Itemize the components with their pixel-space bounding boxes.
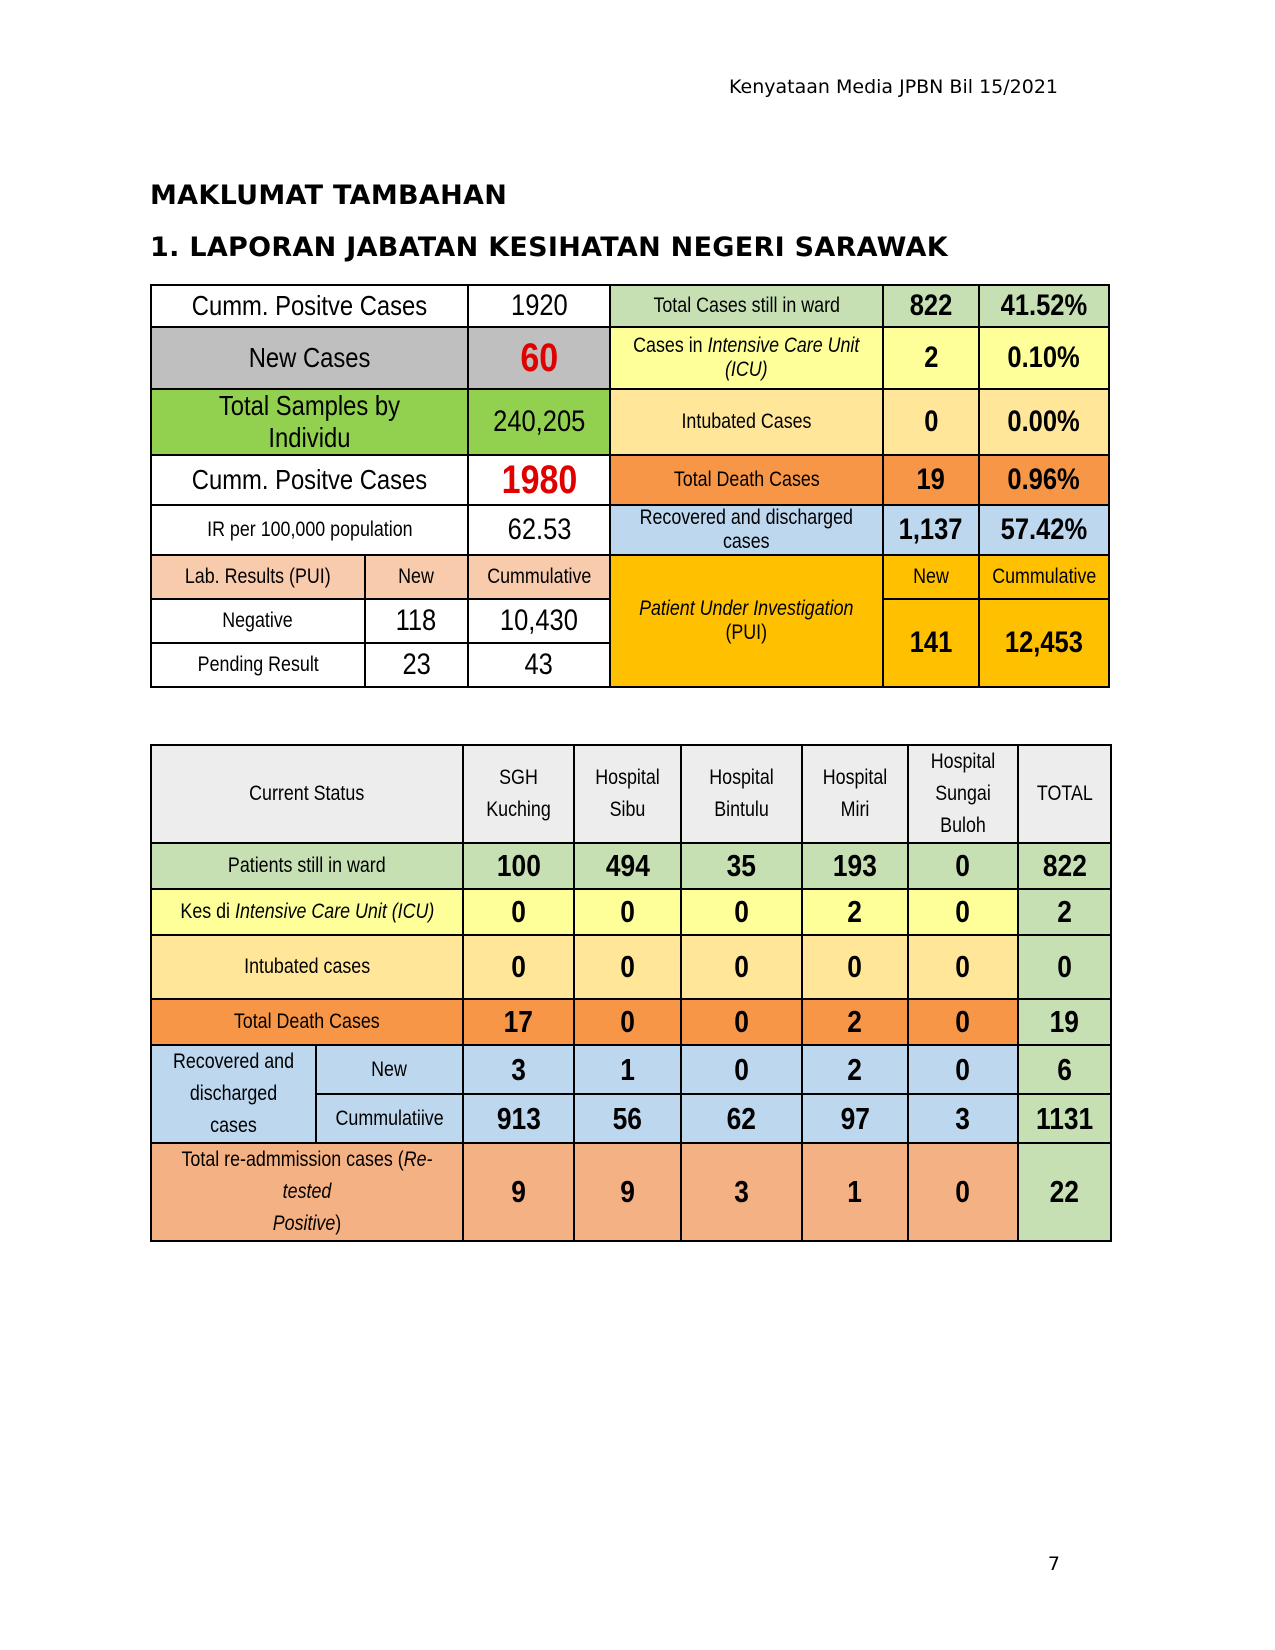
icu-label: Cases in Intensive Care Unit (ICU) xyxy=(610,327,883,389)
cell-value: 17 xyxy=(463,999,574,1045)
hospital-table xyxy=(150,744,1112,1242)
cell-value: 9 xyxy=(574,1143,681,1241)
new-cases-label: New Cases xyxy=(151,327,468,389)
header-hospital-sibu: Hospital Sibu xyxy=(574,745,681,843)
header-total: TOTAL xyxy=(1018,745,1111,843)
negative-new: 118 xyxy=(365,599,468,643)
intubated-value: 0 xyxy=(883,389,979,455)
cell-value: 0 xyxy=(908,889,1018,935)
ir-value: 62.53 xyxy=(468,505,610,555)
intubated-pct: 0.00% xyxy=(979,389,1109,455)
cell-total: 22 xyxy=(1018,1143,1111,1241)
negative-label: Negative xyxy=(151,599,365,643)
cell-value: 0 xyxy=(681,999,802,1045)
cell-value: 0 xyxy=(908,999,1018,1045)
cell-total: 822 xyxy=(1018,843,1111,889)
row-ward xyxy=(151,843,1111,889)
pending-label: Pending Result xyxy=(151,643,365,687)
cell-value: 0 xyxy=(574,935,681,999)
cell-value: 3 xyxy=(908,1094,1018,1143)
section-heading: MAKLUMAT TAMBAHAN xyxy=(150,180,508,211)
cell-value: 0 xyxy=(463,935,574,999)
row-label: Cummulatiive xyxy=(316,1094,463,1143)
row-label: Kes di Intensive Care Unit (ICU) xyxy=(151,889,463,935)
header-sgh-kuching: SGH Kuching xyxy=(463,745,574,843)
cell-value: 0 xyxy=(463,889,574,935)
cell-value: 0 xyxy=(574,889,681,935)
samples-value: 240,205 xyxy=(468,389,610,455)
recovered-pct: 57.42% xyxy=(979,505,1109,555)
pui-cumm-header: Cummulative xyxy=(979,555,1109,599)
cell-value: 9 xyxy=(463,1143,574,1241)
cell-value: 0 xyxy=(908,935,1018,999)
row-readmission xyxy=(151,1143,1111,1241)
lab-cumm-header: Cummulative xyxy=(468,555,610,599)
cell-value: 0 xyxy=(908,1143,1018,1241)
pending-cumm: 43 xyxy=(468,643,610,687)
cell-value: 97 xyxy=(802,1094,908,1143)
cell-value: 62 xyxy=(681,1094,802,1143)
recovered-group-label: Recovered and discharged cases xyxy=(151,1045,316,1143)
cell-value: 56 xyxy=(574,1094,681,1143)
cell-total: 0 xyxy=(1018,935,1111,999)
row-label: Intubated cases xyxy=(151,935,463,999)
lab-new-header: New xyxy=(365,555,468,599)
row-label: Total Death Cases xyxy=(151,999,463,1045)
recovered-value: 1,137 xyxy=(883,505,979,555)
row-death xyxy=(151,999,1111,1045)
cell-value: 0 xyxy=(802,935,908,999)
cell-value: 0 xyxy=(908,1045,1018,1094)
cell-value: 1 xyxy=(802,1143,908,1241)
ward-value: 822 xyxy=(883,285,979,327)
samples-label: Total Samples by Individu xyxy=(151,389,468,455)
cell-value: 0 xyxy=(681,935,802,999)
cell-value: 0 xyxy=(681,889,802,935)
header-hospital-sungai-buloh: Hospital Sungai Buloh xyxy=(908,745,1018,843)
row-label: Total re-admmission cases (Re-tested Positive) xyxy=(151,1143,463,1241)
ward-pct: 41.52% xyxy=(979,285,1109,327)
new-cases-value: 60 xyxy=(468,327,610,389)
row-label: Patients still in ward xyxy=(151,843,463,889)
cell-value: 100 xyxy=(463,843,574,889)
cell-value: 2 xyxy=(802,889,908,935)
ir-label: IR per 100,000 population xyxy=(151,505,468,555)
cell-value: 35 xyxy=(681,843,802,889)
cumm-value: 1980 xyxy=(468,455,610,505)
cell-value: 2 xyxy=(802,999,908,1045)
cell-total: 19 xyxy=(1018,999,1111,1045)
death-label: Total Death Cases xyxy=(610,455,883,505)
cell-total: 1131 xyxy=(1018,1094,1111,1143)
pui-cumm-value: 12,453 xyxy=(979,599,1109,687)
pui-new-header: New xyxy=(883,555,979,599)
row-intubated xyxy=(151,935,1111,999)
cell-value: 1 xyxy=(574,1045,681,1094)
header-status: Current Status xyxy=(151,745,463,843)
icu-value: 2 xyxy=(883,327,979,389)
cell-value: 913 xyxy=(463,1094,574,1143)
cumm-label: Cumm. Positve Cases xyxy=(151,455,468,505)
negative-cumm: 10,430 xyxy=(468,599,610,643)
row-icu xyxy=(151,889,1111,935)
page-number: 7 xyxy=(1047,1553,1060,1575)
icu-pct: 0.10% xyxy=(979,327,1109,389)
summary-table xyxy=(150,284,1110,688)
cell-value: 2 xyxy=(802,1045,908,1094)
death-pct: 0.96% xyxy=(979,455,1109,505)
lab-label: Lab. Results (PUI) xyxy=(151,555,365,599)
cumm-prev-value: 1920 xyxy=(468,285,610,327)
cell-total: 2 xyxy=(1018,889,1111,935)
section-subheading: 1. LAPORAN JABATAN KESIHATAN NEGERI SARAWAK xyxy=(150,232,948,263)
pui-new-value: 141 xyxy=(883,599,979,687)
cell-value: 0 xyxy=(574,999,681,1045)
death-value: 19 xyxy=(883,455,979,505)
pui-label: Patient Under Investigation (PUI) xyxy=(610,555,883,687)
header-hospital-bintulu: Hospital Bintulu xyxy=(681,745,802,843)
intubated-label: Intubated Cases xyxy=(610,389,883,455)
header-reference: Kenyataan Media JPBN Bil 15/2021 xyxy=(729,76,1058,98)
row-label: New xyxy=(316,1045,463,1094)
cell-value: 3 xyxy=(681,1143,802,1241)
recovered-label: Recovered and discharged cases xyxy=(610,505,883,555)
cell-total: 6 xyxy=(1018,1045,1111,1094)
cell-value: 0 xyxy=(908,843,1018,889)
cumm-prev-label: Cumm. Positve Cases xyxy=(151,285,468,327)
ward-label: Total Cases still in ward xyxy=(610,285,883,327)
cell-value: 3 xyxy=(463,1045,574,1094)
pending-new: 23 xyxy=(365,643,468,687)
header-hospital-miri: Hospital Miri xyxy=(802,745,908,843)
cell-value: 0 xyxy=(681,1045,802,1094)
row-recovered-new xyxy=(151,1045,1111,1094)
cell-value: 193 xyxy=(802,843,908,889)
cell-value: 494 xyxy=(574,843,681,889)
